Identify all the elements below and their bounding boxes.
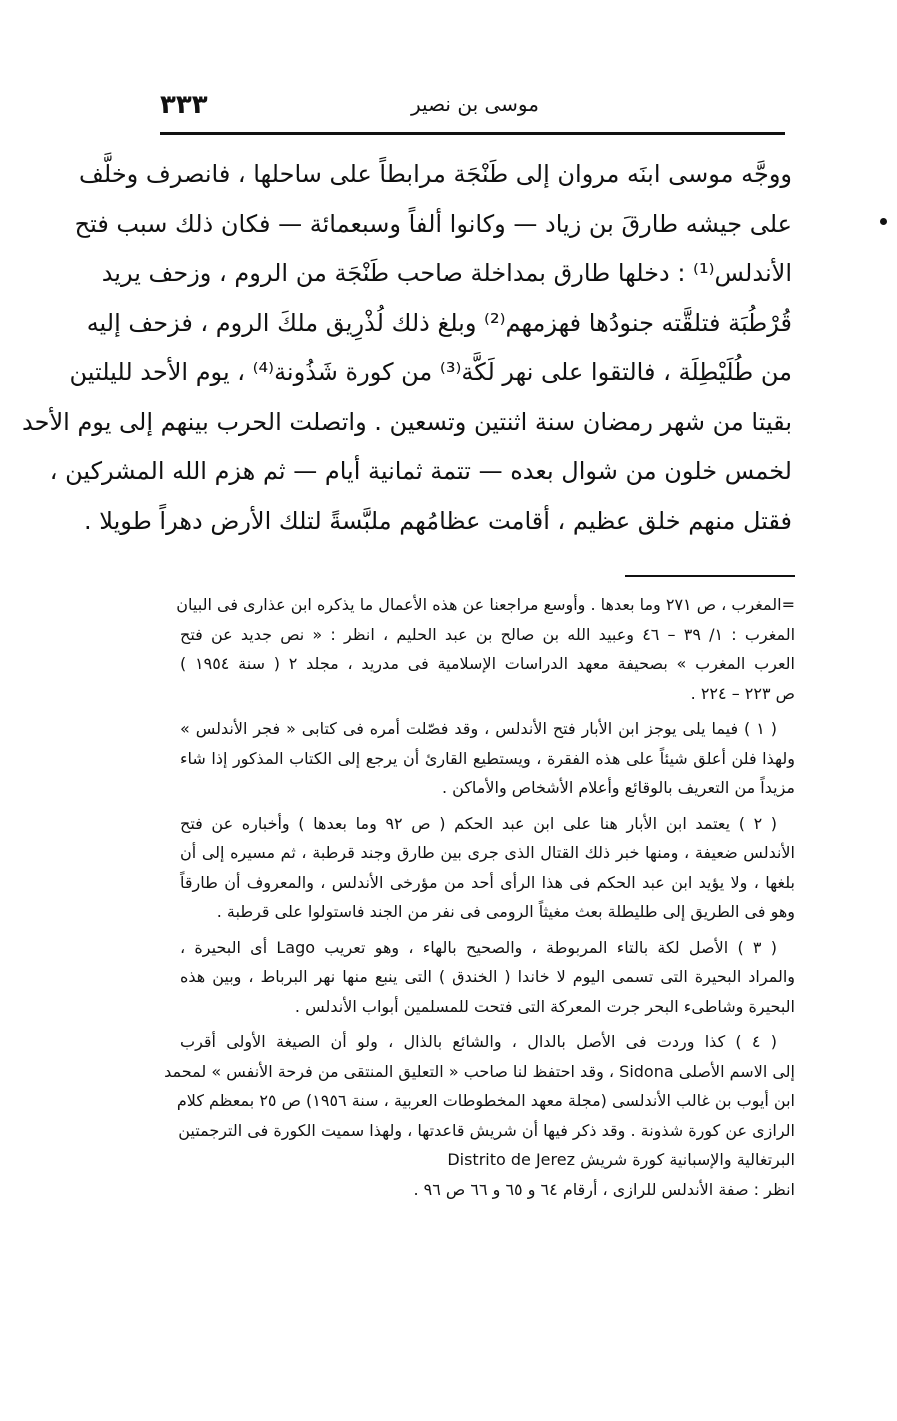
footnote-line: الرازى عن كورة شذونة . وقد ذكر فيها أن شريش قاعدتها ، ولهذا سميت الكورة فى الترجمتين	[178, 1120, 795, 1140]
margin-mark	[880, 218, 887, 225]
footnote-line: الأندلس ضعيفة ، ومنها خبر ذلك القتال الذى جرى بين طارق وجند قرطبة ، ثم مسيره إلى أن	[180, 843, 795, 862]
footnotes	[164, 590, 796, 1210]
footnote-line: انظر : صفة الأندلس للرازى ، أرقام ٦٤ و ٦٥ و ٦٦ ص ٩٦ .	[413, 1179, 795, 1199]
footnote-line: العرب المغرب » بصحيفة معهد الدراسات الإسلامية فى مدريد ، مجلد ٢ ( سنة ١٩٥٤ )	[180, 654, 795, 673]
main-text-line: على جيشه طارقَ بن زياد — وكانوا ألفاً وسبعمائة — فكان ذلك سبب فتح	[74, 209, 792, 238]
main-text-line: فقتل منهم خلق عظيم ، أقامت عظامُهم ملبَّسةً لتلك الأرض دهراً طويلا .	[84, 506, 792, 535]
footnote-line: وهو فى الطريق إلى طليطلة بعث مغيثاً الرومى فى نفر من الجند فاستولوا على قرطبة .	[216, 902, 795, 921]
footnote-line: ( ٣ ) الأصل لكة بالتاء المربوطة ، والصحيح بالهاء ، وهو تعريب Lago أى البحيرة ،	[180, 937, 777, 957]
main-text-line: الأندلس⁽¹⁾ : دخلها طارق بمداخلة صاحب طَنْجَة من الروم ، وزحف يريد	[101, 259, 792, 287]
page-number: ٣٣٣	[160, 90, 208, 120]
footnote-line: البرتغالية والإسبانية كورة شريش Distrito de Jerez	[447, 1150, 795, 1169]
footnote-line: =المغرب ، ص ٢٧١ وما بعدها . وأوسع مراجعنا عن هذه الأعمال ما يذكره ابن عذارى فى البيان	[176, 595, 795, 614]
footnote-line: المغرب : ١/ ٣٩ – ٤٦ وعبيد الله بن صالح بن عبد الحليم ، انظر : « نص جديد عن فتح	[180, 624, 796, 644]
footnote-line: والمراد البحيرة التى تسمى اليوم لا خاندا ( الخندق ) التى ينبع منها نهر البرباط ، وبين هذه	[180, 967, 795, 986]
footnote-line: بلغها ، ولا يؤيد ابن عبد الحكم فى هذا الرأى أحد من مؤرخى الأندلس ، والمعروف أن طارقاً	[180, 872, 795, 892]
main-text-line: لخمس خلون من شوال بعده — تتمة ثمانية أيام — ثم هزم الله المشركين ،	[49, 457, 792, 485]
footnote-line: البحيرة وشاطىء البحر جرت المعركة التى فتحت للمسلمين أبواب الأندلس .	[294, 996, 795, 1016]
main-text-line: بقيتا من شهر رمضان سنة اثنتين وتسعين . واتصلت الحرب بينهم إلى يوم الأحد	[22, 407, 792, 436]
footnote-1	[180, 714, 795, 803]
running-title: موسى بن نصير	[411, 92, 539, 116]
main-text-line: قُرْطُبَة فتلقَّته جنودُها فهزمهم⁽²⁾ وبلغ ذلك لُذْرِيق ملكَ الروم ، فزحف إليه	[86, 308, 792, 337]
footnote-line: ( ١ ) فيما يلى يوجز ابن الأبار فتح الأندلس ، وقد فصّلت أمره فى كتابى « فجر الأندلس »	[180, 719, 778, 738]
footnote-line: ابن أيوب بن غالب الأندلسى (مجلة معهد المخطوطات العربية ، سنة ١٩٥٦) ص ٢٥ بمعظم كلام	[176, 1091, 795, 1110]
main-text	[22, 150, 792, 546]
footnote-line: ( ٤ ) كذا وردت فى الأصل بالدال ، والشائع بالذال ، ولو أن الصيغة الأولى أقرب	[180, 1032, 777, 1051]
footnote-4	[164, 1027, 795, 1204]
main-text-line: من طُلَيْطِلَة ، فالتقوا على نهر لَكَّة⁽³⁾ من كورة شَذُونة⁽⁴⁾ ، يوم الأحد لليلتين	[69, 358, 792, 386]
footnote-2	[180, 809, 795, 927]
footnote-line: ص ٢٢٣ – ٢٢٤ .	[690, 683, 795, 703]
footnote-rule	[625, 575, 795, 577]
footnote-3	[180, 933, 795, 1022]
page-header	[160, 88, 785, 128]
footnote-line: إلى الاسم الأصلى Sidona ، وقد احتفظ لنا صاحب « التعليق المنتقى من فرحة الأنفس » لمحمد	[164, 1061, 795, 1081]
footnote-line: ولهذا فلن أعلق شيئاً على هذه الفقرة ، ويستطيع القارئ أن يرجع إلى الكتاب المذكور إذا شاء	[180, 748, 795, 768]
main-text-line: ووجَّه موسى ابنَه مروان إلى طَنْجَة مرابطاً على ساحلها ، فانصرف وخلَّف	[79, 160, 792, 188]
footnote-line: مزيداً من التعريف بالوقائع وأعلام الأشخاص والأماكن .	[441, 778, 795, 797]
footnote-line: ( ٢ ) يعتمد ابن الأبار هنا على ابن عبد الحكم ( ص ٩٢ وما بعدها ) وأخباره عن فتح	[180, 813, 778, 833]
header-rule	[160, 132, 785, 135]
footnote-continuation	[176, 590, 796, 708]
